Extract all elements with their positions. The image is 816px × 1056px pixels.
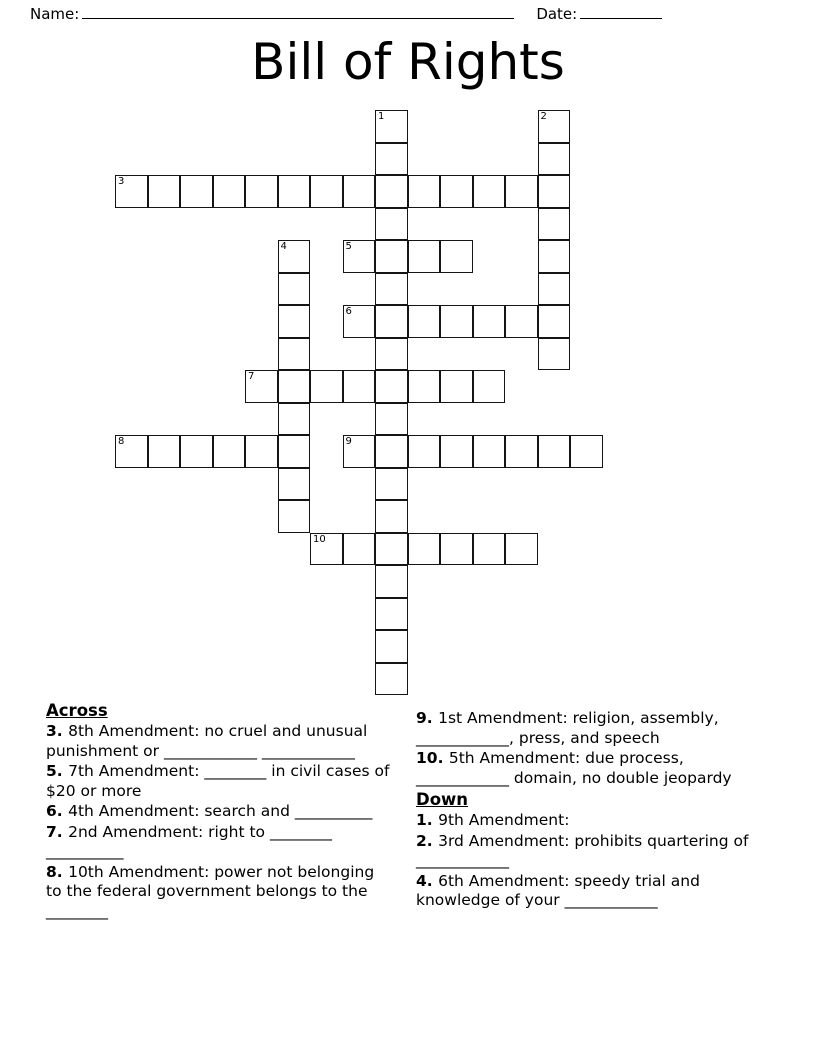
grid-cell-number: 1: [378, 111, 385, 122]
grid-cell-numbered-4[interactable]: [278, 240, 311, 273]
grid-cell[interactable]: [310, 370, 343, 403]
grid-cell[interactable]: [310, 175, 343, 208]
clue-across-10: [416, 749, 764, 788]
clue-text: 5th Amendment: due process, ____________ domain, no double jeopardy: [416, 749, 732, 787]
grid-cell-numbered-6[interactable]: [343, 305, 376, 338]
grid-cell[interactable]: [473, 305, 506, 338]
grid-cell[interactable]: [538, 143, 571, 176]
clue-across-8: [46, 863, 394, 922]
grid-cell[interactable]: [213, 435, 246, 468]
grid-cell[interactable]: [375, 338, 408, 371]
grid-cell[interactable]: [538, 305, 571, 338]
grid-cell-number: 4: [280, 241, 287, 252]
clue-text: 1st Amendment: religion, assembly, ____________, press, and speech: [416, 709, 719, 747]
grid-cell[interactable]: [148, 175, 181, 208]
date-label: Date:: [536, 5, 578, 23]
grid-cell[interactable]: [375, 370, 408, 403]
grid-cell[interactable]: [375, 663, 408, 696]
grid-cell[interactable]: [473, 175, 506, 208]
grid-cell[interactable]: [278, 370, 311, 403]
grid-cell[interactable]: [440, 305, 473, 338]
grid-cell[interactable]: [375, 630, 408, 663]
grid-cell[interactable]: [375, 533, 408, 566]
grid-cell[interactable]: [408, 305, 441, 338]
grid-cell-numbered-3[interactable]: [115, 175, 148, 208]
clue-down-2: [416, 832, 764, 871]
grid-cell[interactable]: [343, 533, 376, 566]
grid-cell-numbered-7[interactable]: [245, 370, 278, 403]
name-write-in-line[interactable]: [82, 5, 514, 19]
grid-cell[interactable]: [440, 175, 473, 208]
grid-cell-number: 5: [345, 241, 352, 252]
clue-number: 4.: [416, 871, 439, 890]
grid-cell[interactable]: [538, 338, 571, 371]
grid-cell-number: 9: [345, 436, 352, 447]
clue-text: 8th Amendment: no cruel and unusual punishment or ____________ ____________: [46, 722, 368, 760]
clue-across-6: [46, 802, 394, 822]
grid-cell[interactable]: [278, 175, 311, 208]
across-heading: Across: [46, 701, 108, 720]
grid-cell[interactable]: [473, 533, 506, 566]
grid-cell[interactable]: [375, 208, 408, 241]
clue-across-9: [416, 709, 764, 748]
grid-cell-numbered-2[interactable]: [538, 110, 571, 143]
grid-cell-numbered-9[interactable]: [343, 435, 376, 468]
grid-cell-number: 2: [540, 111, 547, 122]
clue-text: 4th Amendment: search and __________: [68, 802, 373, 820]
grid-cell-number: 3: [118, 176, 125, 187]
grid-cell[interactable]: [505, 533, 538, 566]
grid-cell[interactable]: [375, 565, 408, 598]
clue-number: 9.: [416, 709, 439, 727]
grid-cell-number: 7: [248, 371, 255, 382]
clue-number: 6.: [46, 802, 69, 820]
grid-cell[interactable]: [278, 273, 311, 306]
grid-cell[interactable]: [180, 435, 213, 468]
clue-number: 3.: [46, 722, 69, 740]
grid-cell[interactable]: [440, 435, 473, 468]
grid-cell[interactable]: [408, 175, 441, 208]
grid-cell[interactable]: [343, 370, 376, 403]
grid-cell[interactable]: [148, 435, 181, 468]
name-date-row: [0, 0, 816, 26]
grid-cell[interactable]: [538, 175, 571, 208]
grid-cell-numbered-8[interactable]: [115, 435, 148, 468]
grid-cell[interactable]: [278, 468, 311, 501]
clue-text: 9th Amendment:: [438, 811, 570, 829]
grid-cell[interactable]: [538, 208, 571, 241]
clues-column-left: [46, 700, 394, 990]
grid-cell[interactable]: [505, 175, 538, 208]
clue-text: 3rd Amendment: prohibits quartering of ____________: [416, 831, 749, 869]
clue-number: 5.: [46, 762, 69, 780]
grid-cell[interactable]: [278, 305, 311, 338]
grid-cell[interactable]: [505, 435, 538, 468]
grid-cell[interactable]: [375, 403, 408, 436]
grid-cell[interactable]: [375, 305, 408, 338]
grid-cell[interactable]: [343, 175, 376, 208]
grid-cell-numbered-10[interactable]: [310, 533, 343, 566]
clue-number: 7.: [46, 822, 69, 841]
grid-cell[interactable]: [375, 598, 408, 631]
grid-cell[interactable]: [213, 175, 246, 208]
page-title: Bill of Rights: [251, 33, 565, 91]
clues-column-right: [416, 700, 764, 990]
clue-number: 1.: [416, 811, 439, 829]
grid-cell[interactable]: [278, 338, 311, 371]
clues-right-top-offset: [416, 700, 764, 709]
grid-cell[interactable]: [375, 435, 408, 468]
grid-cell[interactable]: [408, 240, 441, 273]
grid-cell[interactable]: [538, 435, 571, 468]
grid-cell[interactable]: [375, 500, 408, 533]
clue-across-7: [46, 823, 394, 862]
grid-cell[interactable]: [440, 533, 473, 566]
grid-cell[interactable]: [505, 305, 538, 338]
grid-cell[interactable]: [408, 533, 441, 566]
clue-number: 2.: [416, 831, 439, 850]
grid-cell[interactable]: [375, 143, 408, 176]
grid-cell[interactable]: [278, 500, 311, 533]
clues-region: [0, 700, 816, 990]
clue-across-3: [46, 722, 394, 761]
clue-text: 7th Amendment: ________ in civil cases of $20 or more: [46, 762, 390, 800]
grid-cell[interactable]: [278, 435, 311, 468]
grid-cell[interactable]: [245, 175, 278, 208]
clue-text: 10th Amendment: power not belonging to the federal government belongs to the ________: [46, 862, 375, 920]
grid-cell[interactable]: [570, 435, 603, 468]
grid-cell[interactable]: [278, 403, 311, 436]
grid-cell[interactable]: [440, 370, 473, 403]
clue-text: 6th Amendment: speedy trial and knowledge of your ____________: [416, 871, 700, 909]
grid-cell[interactable]: [538, 273, 571, 306]
grid-cell-number: 10: [313, 533, 326, 545]
grid-cell[interactable]: [408, 435, 441, 468]
clue-down-1: [416, 811, 764, 831]
grid-cell-number: 8: [118, 436, 125, 447]
grid-cell-number: 6: [345, 306, 352, 317]
grid-cell[interactable]: [375, 273, 408, 306]
grid-cell[interactable]: [180, 175, 213, 208]
grid-cell[interactable]: [538, 240, 571, 273]
clue-down-4: [416, 872, 764, 911]
clue-text: 2nd Amendment: right to ________ __________: [46, 822, 332, 860]
clue-across-5: [46, 762, 394, 801]
down-heading: Down: [416, 790, 469, 809]
date-write-in-line[interactable]: [580, 5, 662, 19]
grid-cell[interactable]: [245, 435, 278, 468]
grid-cell[interactable]: [440, 240, 473, 273]
grid-cell-numbered-5[interactable]: [343, 240, 376, 273]
grid-cell[interactable]: [408, 370, 441, 403]
grid-cell[interactable]: [375, 175, 408, 208]
clue-number: 10.: [416, 749, 449, 767]
grid-cell[interactable]: [375, 240, 408, 273]
grid-cell-numbered-1[interactable]: [375, 110, 408, 143]
name-label: Name:: [30, 5, 80, 23]
grid-cell[interactable]: [473, 370, 506, 403]
clue-number: 8.: [46, 862, 69, 881]
grid-cell[interactable]: [473, 435, 506, 468]
grid-cell[interactable]: [375, 468, 408, 501]
